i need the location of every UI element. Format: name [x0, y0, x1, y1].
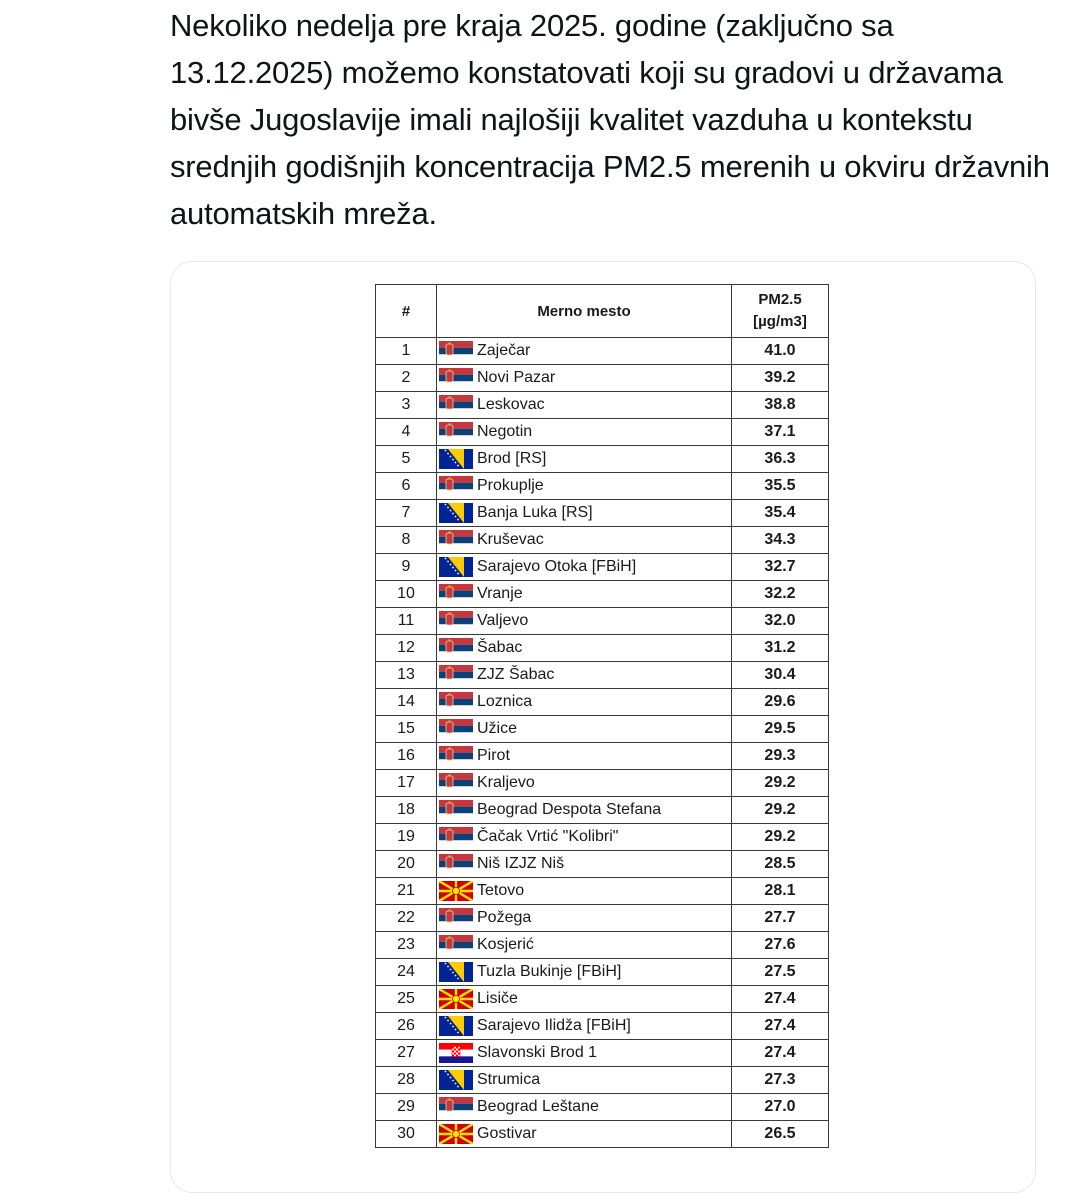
- place-name: ZJZ Šabac: [477, 666, 555, 683]
- place-name: Strumica: [477, 1071, 541, 1088]
- place-cell: [437, 608, 732, 635]
- table-row: [376, 338, 829, 365]
- pm25-value-cell: 27.4: [732, 1013, 829, 1040]
- serbia-flag-icon: [439, 638, 473, 658]
- place-cell: [437, 743, 732, 770]
- table-row: [376, 770, 829, 797]
- serbia-flag-icon: [439, 584, 473, 604]
- place-cell: [437, 1094, 732, 1121]
- rank-cell: 29: [376, 1094, 437, 1121]
- north-macedonia-flag-icon: [439, 881, 473, 901]
- post-text: Nekoliko nedelja pre kraja 2025. godine (zaključno sa 13.12.2025) možemo konstatovati koji su gradovi u državama bivše Jugoslavije imali najlošiji kvalitet vazduha u kontekstu srednjih godišnjih koncentracija PM2.5 merenih u okviru državnih automatskih mreža.: [170, 8, 1050, 231]
- place-cell: [437, 635, 732, 662]
- serbia-flag-icon: [439, 854, 473, 874]
- serbia-flag-icon: [439, 476, 473, 496]
- place-name: Tuzla Bukinje [FBiH]: [477, 963, 622, 980]
- place-name: Brod [RS]: [477, 450, 547, 467]
- rank-cell: 8: [376, 527, 437, 554]
- table-row: [376, 392, 829, 419]
- place-name: Banja Luka [RS]: [477, 504, 593, 521]
- place-cell: [437, 419, 732, 446]
- place-name: Prokuplje: [477, 477, 544, 494]
- table-header-row: [376, 285, 829, 338]
- serbia-flag-icon: [439, 746, 473, 766]
- table-row: [376, 797, 829, 824]
- pm25-value-cell: 32.0: [732, 608, 829, 635]
- place-cell: [437, 554, 732, 581]
- pm25-value-cell: 29.5: [732, 716, 829, 743]
- place-cell: [437, 662, 732, 689]
- place-name: Negotin: [477, 423, 533, 440]
- rank-cell: 7: [376, 500, 437, 527]
- serbia-flag-icon: [439, 773, 473, 793]
- pm25-value-cell: 27.5: [732, 959, 829, 986]
- place-name: Lisiče: [477, 990, 518, 1007]
- rank-cell: 15: [376, 716, 437, 743]
- place-name: Loznica: [477, 693, 533, 710]
- table-row: [376, 905, 829, 932]
- table-row: [376, 365, 829, 392]
- serbia-flag-icon: [439, 611, 473, 631]
- place-name: Novi Pazar: [477, 369, 556, 386]
- pm25-value-cell: 27.4: [732, 986, 829, 1013]
- pm25-ranking-table: [375, 284, 829, 1148]
- place-cell: [437, 1040, 732, 1067]
- pm25-value-cell: 34.3: [732, 527, 829, 554]
- table-row: [376, 716, 829, 743]
- rank-cell: 13: [376, 662, 437, 689]
- header-rank: #: [376, 285, 437, 338]
- table-row: [376, 689, 829, 716]
- bosnia-flag-icon: [439, 1016, 473, 1036]
- place-name: Pirot: [477, 747, 510, 764]
- pm25-value-cell: 35.4: [732, 500, 829, 527]
- place-cell: [437, 797, 732, 824]
- attached-image-card[interactable]: [170, 261, 1036, 1193]
- place-name: Kraljevo: [477, 774, 535, 791]
- rank-cell: 24: [376, 959, 437, 986]
- table-row: [376, 662, 829, 689]
- pm25-value-cell: 32.7: [732, 554, 829, 581]
- rank-cell: 25: [376, 986, 437, 1013]
- place-name: Niš IZJZ Niš: [477, 855, 565, 872]
- serbia-flag-icon: [439, 665, 473, 685]
- rank-cell: 14: [376, 689, 437, 716]
- place-name: Leskovac: [477, 396, 545, 413]
- place-cell: [437, 878, 732, 905]
- pm25-value-cell: 27.7: [732, 905, 829, 932]
- place-name: Kruševac: [477, 531, 544, 548]
- place-cell: [437, 365, 732, 392]
- place-cell: [437, 770, 732, 797]
- table-row: [376, 419, 829, 446]
- pm25-value-cell: 26.5: [732, 1121, 829, 1148]
- pm25-value-cell: 41.0: [732, 338, 829, 365]
- place-cell: [437, 905, 732, 932]
- pm25-value-cell: 39.2: [732, 365, 829, 392]
- place-name: Sarajevo Ilidža [FBiH]: [477, 1017, 631, 1034]
- pm25-value-cell: 27.6: [732, 932, 829, 959]
- rank-cell: 19: [376, 824, 437, 851]
- rank-cell: 20: [376, 851, 437, 878]
- rank-cell: 22: [376, 905, 437, 932]
- table-row: [376, 959, 829, 986]
- north-macedonia-flag-icon: [439, 1124, 473, 1144]
- place-cell: [437, 986, 732, 1013]
- rank-cell: 10: [376, 581, 437, 608]
- header-pm25-label: PM2.5: [758, 291, 802, 308]
- table-row: [376, 1040, 829, 1067]
- pm25-value-cell: 29.2: [732, 770, 829, 797]
- serbia-flag-icon: [439, 368, 473, 388]
- table-row: [376, 608, 829, 635]
- table-row: [376, 878, 829, 905]
- pm25-value-cell: 32.2: [732, 581, 829, 608]
- place-cell: [437, 824, 732, 851]
- place-cell: [437, 959, 732, 986]
- pm25-value-cell: 30.4: [732, 662, 829, 689]
- header-pm25-unit: [µg/m3]: [753, 313, 807, 330]
- place-name: Sarajevo Otoka [FBiH]: [477, 558, 637, 575]
- place-name: Kosjerić: [477, 936, 534, 953]
- rank-cell: 5: [376, 446, 437, 473]
- bosnia-flag-icon: [439, 449, 473, 469]
- pm25-value-cell: 28.1: [732, 878, 829, 905]
- pm25-value-cell: 37.1: [732, 419, 829, 446]
- table-row: [376, 500, 829, 527]
- pm25-value-cell: 29.2: [732, 824, 829, 851]
- place-cell: [437, 932, 732, 959]
- place-cell: [437, 851, 732, 878]
- table-row: [376, 824, 829, 851]
- rank-cell: 4: [376, 419, 437, 446]
- table-row: [376, 851, 829, 878]
- rank-cell: 16: [376, 743, 437, 770]
- rank-cell: 28: [376, 1067, 437, 1094]
- place-name: Vranje: [477, 585, 523, 602]
- table-row: [376, 554, 829, 581]
- north-macedonia-flag-icon: [439, 989, 473, 1009]
- place-cell: [437, 338, 732, 365]
- header-place: Merno mesto: [437, 285, 732, 338]
- bosnia-flag-icon: [439, 962, 473, 982]
- table-row: [376, 1094, 829, 1121]
- serbia-flag-icon: [439, 530, 473, 550]
- serbia-flag-icon: [439, 800, 473, 820]
- pm25-value-cell: 38.8: [732, 392, 829, 419]
- table-row: [376, 1067, 829, 1094]
- rank-cell: 9: [376, 554, 437, 581]
- serbia-flag-icon: [439, 422, 473, 442]
- croatia-flag-icon: [439, 1043, 473, 1063]
- pm25-value-cell: 27.3: [732, 1067, 829, 1094]
- serbia-flag-icon: [439, 908, 473, 928]
- header-pm25: [732, 285, 829, 338]
- table-row: [376, 932, 829, 959]
- table-body: [376, 338, 829, 1148]
- table-row: [376, 473, 829, 500]
- serbia-flag-icon: [439, 719, 473, 739]
- pm25-value-cell: 29.2: [732, 797, 829, 824]
- place-name: Gostivar: [477, 1125, 537, 1142]
- table-row: [376, 446, 829, 473]
- place-name: Užice: [477, 720, 518, 737]
- rank-cell: 26: [376, 1013, 437, 1040]
- table-row: [376, 635, 829, 662]
- pm25-value-cell: 28.5: [732, 851, 829, 878]
- bosnia-flag-icon: [439, 557, 473, 577]
- serbia-flag-icon: [439, 395, 473, 415]
- serbia-flag-icon: [439, 341, 473, 361]
- pm25-value-cell: 27.4: [732, 1040, 829, 1067]
- table-row: [376, 743, 829, 770]
- rank-cell: 1: [376, 338, 437, 365]
- place-cell: [437, 689, 732, 716]
- place-name: Slavonski Brod 1: [477, 1044, 598, 1061]
- place-name: Čačak Vrtić "Kolibri": [477, 828, 619, 845]
- place-name: Šabac: [477, 639, 523, 656]
- rank-cell: 30: [376, 1121, 437, 1148]
- rank-cell: 23: [376, 932, 437, 959]
- bosnia-flag-icon: [439, 503, 473, 523]
- rank-cell: 17: [376, 770, 437, 797]
- place-name: Požega: [477, 909, 532, 926]
- table-row: [376, 1013, 829, 1040]
- serbia-flag-icon: [439, 827, 473, 847]
- pm25-value-cell: 29.6: [732, 689, 829, 716]
- pm25-value-cell: 29.3: [732, 743, 829, 770]
- place-cell: [437, 500, 732, 527]
- place-name: Valjevo: [477, 612, 529, 629]
- place-cell: [437, 1067, 732, 1094]
- serbia-flag-icon: [439, 935, 473, 955]
- serbia-flag-icon: [439, 1097, 473, 1117]
- pm25-value-cell: 27.0: [732, 1094, 829, 1121]
- place-cell: [437, 473, 732, 500]
- table-row: [376, 581, 829, 608]
- place-name: Zaječar: [477, 342, 531, 359]
- place-cell: [437, 392, 732, 419]
- rank-cell: 12: [376, 635, 437, 662]
- place-cell: [437, 446, 732, 473]
- place-name: Tetovo: [477, 882, 525, 899]
- place-cell: [437, 1121, 732, 1148]
- place-cell: [437, 716, 732, 743]
- pm25-value-cell: 36.3: [732, 446, 829, 473]
- rank-cell: 11: [376, 608, 437, 635]
- pm25-value-cell: 35.5: [732, 473, 829, 500]
- rank-cell: 21: [376, 878, 437, 905]
- place-cell: [437, 527, 732, 554]
- rank-cell: 2: [376, 365, 437, 392]
- place-cell: [437, 1013, 732, 1040]
- table-row: [376, 986, 829, 1013]
- rank-cell: 18: [376, 797, 437, 824]
- rank-cell: 6: [376, 473, 437, 500]
- rank-cell: 27: [376, 1040, 437, 1067]
- table-row: [376, 1121, 829, 1148]
- bosnia-flag-icon: [439, 1070, 473, 1090]
- pm25-value-cell: 31.2: [732, 635, 829, 662]
- rank-cell: 3: [376, 392, 437, 419]
- place-name: Beograd Despota Stefana: [477, 801, 662, 818]
- serbia-flag-icon: [439, 692, 473, 712]
- place-name: Beograd Leštane: [477, 1098, 599, 1115]
- table-row: [376, 527, 829, 554]
- place-cell: [437, 581, 732, 608]
